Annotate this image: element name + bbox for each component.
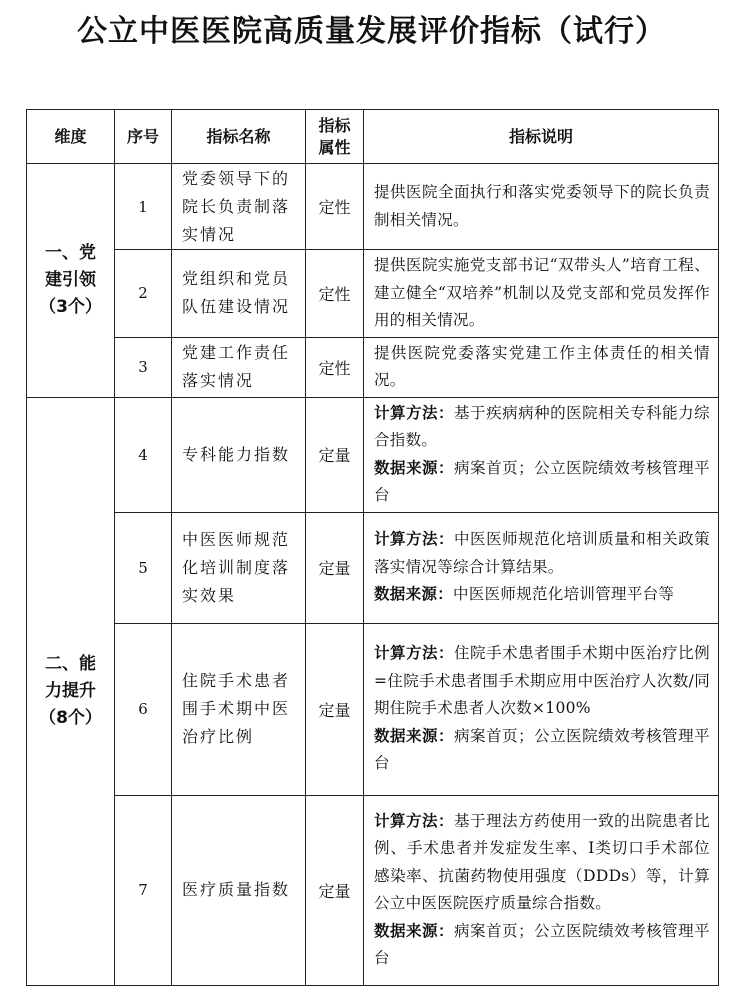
indicator-desc bbox=[364, 623, 719, 795]
indicator-name: 党委领导下的院长负责制落实情况 bbox=[172, 164, 306, 250]
indicator-attr: 定量 bbox=[306, 512, 364, 623]
method-text: 基于理法方药使用一致的出院患者比例、手术患者并发症发生率、I类切口手术部位感染率、抗菌药物使用强度（DDDs）等，计算公立中医医院医疗质量综合指数。 bbox=[374, 811, 710, 912]
dimension-name: 一、党建引领 bbox=[45, 242, 96, 290]
seq-cell: 1 bbox=[115, 164, 172, 250]
seq-cell: 3 bbox=[115, 337, 172, 397]
seq-cell: 2 bbox=[115, 250, 172, 338]
method-text: 住院手术患者围手术期中医治疗比例=住院手术患者围手术期应用中医治疗人次数/同期住院手术患者人次数×100% bbox=[374, 644, 710, 718]
method-label: 计算方法： bbox=[374, 403, 455, 422]
header-desc: 指标说明 bbox=[364, 110, 719, 164]
table-row bbox=[27, 164, 719, 250]
table-row bbox=[27, 623, 719, 795]
indicator-desc: 提供医院全面执行和落实党委领导下的院长负责制相关情况。 bbox=[364, 164, 719, 250]
source-label: 数据来源： bbox=[374, 726, 455, 745]
table-row bbox=[27, 512, 719, 623]
dimension-count: （8个） bbox=[39, 707, 102, 728]
header-attr: 指标属性 bbox=[306, 110, 364, 164]
seq-cell: 5 bbox=[115, 512, 172, 623]
source-text: 病案首页；公立医院绩效考核管理平台 bbox=[374, 458, 710, 504]
indicator-name: 中医医师规范化培训制度落实效果 bbox=[172, 512, 306, 623]
table-row bbox=[27, 795, 719, 985]
source-text: 病案首页；公立医院绩效考核管理平台 bbox=[374, 921, 710, 967]
header-name: 指标名称 bbox=[172, 110, 306, 164]
dimension-count: （3个） bbox=[39, 296, 102, 317]
indicator-attr: 定性 bbox=[306, 164, 364, 250]
source-text: 病案首页；公立医院绩效考核管理平台 bbox=[374, 726, 710, 773]
indicator-attr: 定量 bbox=[306, 623, 364, 795]
seq-cell: 6 bbox=[115, 623, 172, 795]
indicator-desc bbox=[364, 397, 719, 512]
seq-cell: 4 bbox=[115, 397, 172, 512]
method-label: 计算方法： bbox=[374, 644, 455, 663]
indicator-table bbox=[26, 109, 719, 986]
indicator-name: 住院手术患者围手术期中医治疗比例 bbox=[172, 623, 306, 795]
indicator-attr: 定量 bbox=[306, 795, 364, 985]
table-row bbox=[27, 250, 719, 338]
method-label: 计算方法： bbox=[374, 811, 455, 830]
document-title: 公立中医医院高质量发展评价指标（试行） bbox=[77, 14, 666, 49]
header-dimension: 维度 bbox=[27, 110, 115, 164]
indicator-desc bbox=[364, 512, 719, 623]
dimension-cell-party bbox=[27, 164, 115, 398]
indicator-desc: 提供医院实施党支部书记“双带头人”培育工程、建立健全“双培养”机制以及党支部和党员发挥作用的相关情况。 bbox=[364, 250, 719, 338]
method-text: 中医医师规范化培训质量和相关政策落实情况等综合计算结果。 bbox=[374, 530, 710, 576]
indicator-attr: 定性 bbox=[306, 337, 364, 397]
dimension-cell-capability bbox=[27, 397, 115, 985]
indicator-name: 专科能力指数 bbox=[172, 397, 306, 512]
source-label: 数据来源： bbox=[374, 921, 455, 940]
header-seq: 序号 bbox=[115, 110, 172, 164]
source-text: 中医医师规范化培训管理平台等 bbox=[453, 585, 675, 604]
indicator-name: 医疗质量指数 bbox=[172, 795, 306, 985]
indicator-desc: 提供医院党委落实党建工作主体责任的相关情况。 bbox=[364, 337, 719, 397]
table-header-row bbox=[27, 110, 719, 164]
source-label: 数据来源： bbox=[374, 585, 454, 604]
source-label: 数据来源： bbox=[374, 458, 455, 477]
indicator-attr: 定性 bbox=[306, 250, 364, 338]
dimension-name: 二、能力提升 bbox=[45, 653, 96, 701]
indicator-attr: 定量 bbox=[306, 397, 364, 512]
method-label: 计算方法： bbox=[374, 530, 455, 549]
table-row bbox=[27, 337, 719, 397]
indicator-desc bbox=[364, 795, 719, 985]
table-row bbox=[27, 397, 719, 512]
indicator-name: 党组织和党员队伍建设情况 bbox=[172, 250, 306, 338]
method-text: 基于疾病病种的医院相关专科能力综合指数。 bbox=[374, 403, 710, 449]
seq-cell: 7 bbox=[115, 795, 172, 985]
indicator-name: 党建工作责任落实情况 bbox=[172, 337, 306, 397]
